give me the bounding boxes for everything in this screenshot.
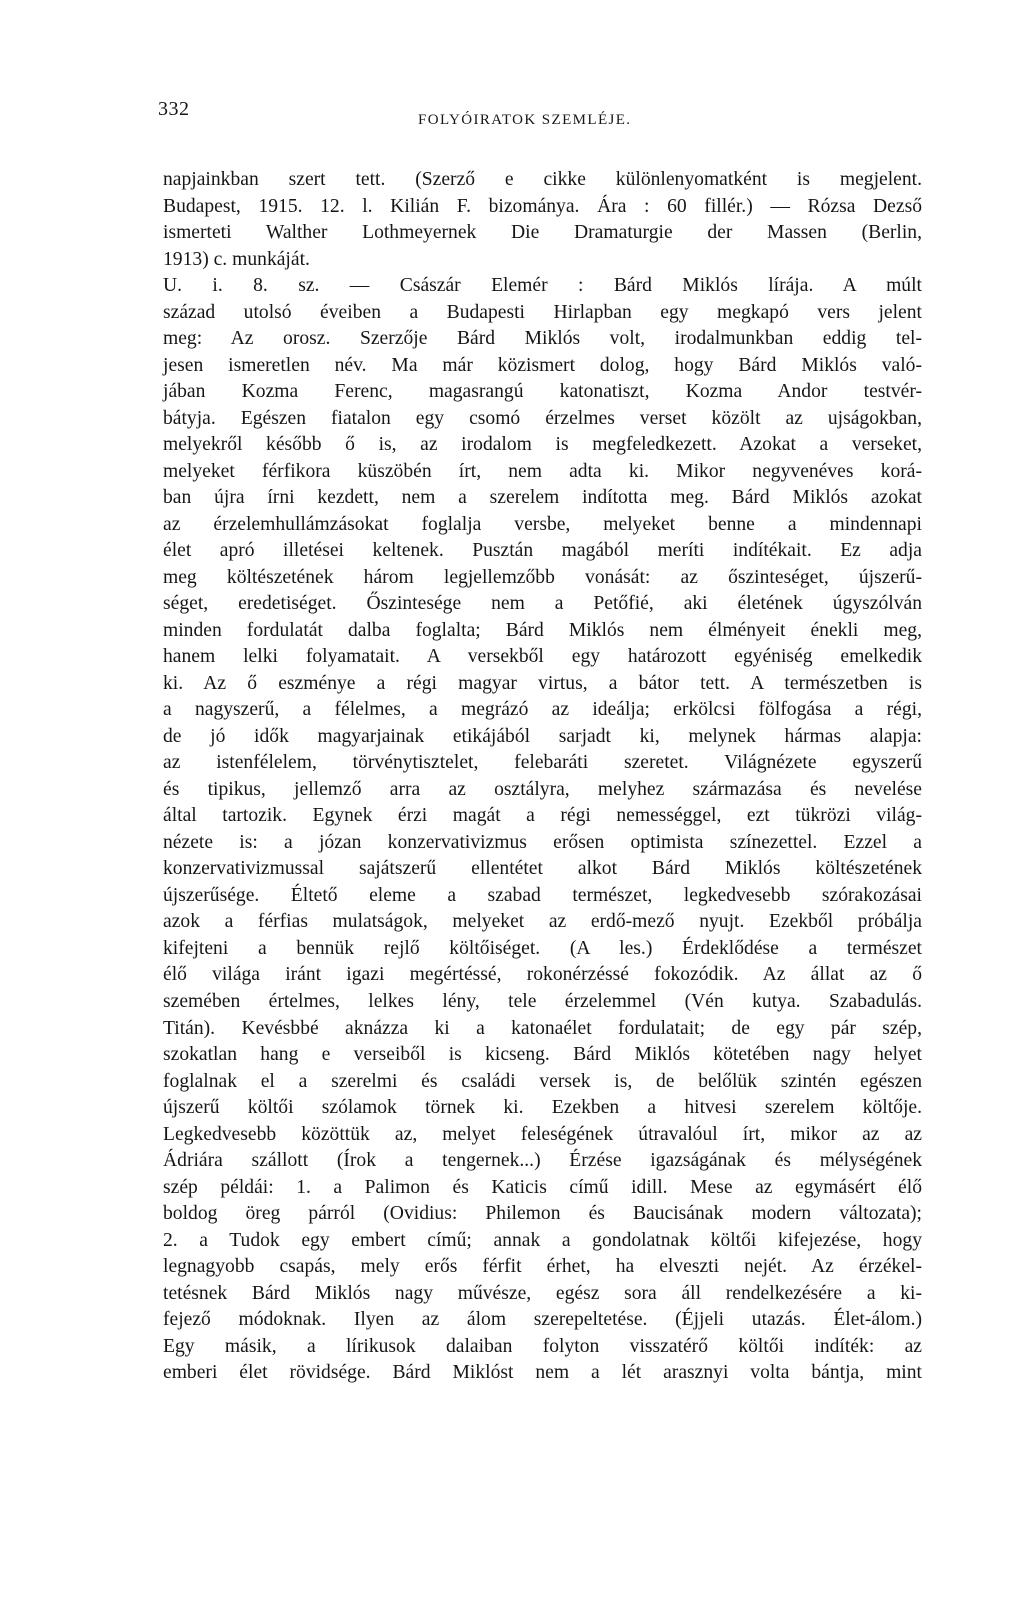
text-line: 1913) c. munkáját. [163,248,310,270]
text-line: által tartozik. Egynek érzi magát a régi nemességgel, ezt tükrözi világ- [163,805,922,827]
text-line: jában Kozma Ferenc, magasrangú katonatiszt, Kozma Andor testvér- [163,381,922,403]
text-line: tetésnek Bárd Miklós nagy művésze, egész sora áll rendelkezésére a ki- [163,1282,922,1304]
text-line: az érzelemhullámzásokat foglalja versbe, melyeket benne a mindennapi [163,513,922,535]
text-line: konzervativizmussal sajátszerű ellentétet alkot Bárd Miklós költészetének [163,858,922,880]
text-line: jesen ismeretlen név. Ma már közismert dolog, hogy Bárd Miklós való- [163,354,922,376]
text-line: Titán). Kevésbbé aknázza ki a katonaélet fordulatait; de egy pár szép, [163,1017,922,1039]
text-line: séget, eredetiséget. Őszintesége nem a Petőfié, aki életének úgyszólván [163,593,922,615]
text-line: ismerteti Walther Lothmeyernek Die Dramaturgie der Massen (Berlin, [163,222,922,244]
text-line: U. i. 8. sz. — Császár Elemér : Bárd Miklós lírája. A múlt [163,275,922,297]
text-line: 2. a Tudok egy embert című; annak a gondolatnak költői kifejezése, hogy [163,1229,922,1251]
text-line: ban újra írni kezdett, nem a szerelem indította meg. Bárd Miklós azokat [163,487,922,509]
text-line: legnagyobb csapás, mely erős férfit érhet, ha elveszti nejét. Az érzékel- [163,1256,922,1278]
text-line: boldog öreg párról (Ovidius: Philemon és Baucisának modern változata); [163,1203,922,1225]
text-line: újszerű költői szólamok törnek ki. Ezekben a hitvesi szerelem költője. [163,1097,922,1119]
text-line: fejező módoknak. Ilyen az álom szerepeltetése. (Éjjeli utazás. Élet-álom.) [163,1309,922,1331]
text-line: meg költészetének három legjellemzőbb vonását: az őszinteséget, újszerű- [163,566,922,588]
text-line: a nagyszerű, a félelmes, a megrázó az ideálja; erkölcsi fölfogása a régi, [163,699,922,721]
text-line: melyekről később ő is, az irodalom is megfeledkezett. Azokat a verseket, [163,434,922,456]
text-line: Legkedvesebb közöttük az, melyet feleségének útravalóul írt, mikor az az [163,1123,922,1145]
text-line: foglalnak el a szerelmi és családi versek is, de belőlük szintén egészen [163,1070,922,1092]
page-number: 332 [158,98,190,120]
body-text [163,167,922,1387]
text-line: azok a férfias mulatságok, melyeket az erdő-mező nyujt. Ezekből próbálja [163,911,922,933]
text-line: szemében értelmes, lelkes lény, tele érzelemmel (Vén kutya. Szabadulás. [163,990,922,1012]
text-line: és tipikus, jellemző arra az osztályra, melyhez származása és nevelése [163,778,922,800]
text-line: ki. Az ő eszménye a régi magyar virtus, a bátor tett. A természetben is [163,672,922,694]
text-line: élő világa iránt igazi megértéssé, rokonérzéssé fokozódik. Az állat az ő [163,964,922,986]
text-line: Budapest, 1915. 12. l. Kilián F. bizománya. Ára : 60 fillér.) — Rózsa Dezső [163,195,922,217]
text-line: szép példái: 1. a Palimon és Katicis című idill. Mese az egymásért élő [163,1176,922,1198]
text-line: kifejteni a bennük rejlő költőiséget. (A les.) Érdeklődése a természet [163,937,922,959]
text-line: meg: Az orosz. Szerzője Bárd Miklós volt, irodalmunkban eddig tel- [163,328,922,350]
text-line: Ádriára szállott (Írok a tengernek...) Érzése igazságának és mélységének [163,1150,922,1172]
text-line: élet apró illetései keltenek. Pusztán magából meríti indítékait. Ez adja [163,540,922,562]
text-line: Egy másik, a lírikusok dalaiban folyton visszatérő költői indíték: az [163,1335,922,1357]
text-line: nézete is: a józan konzervativizmus erősen optimista színezettel. Ezzel a [163,831,922,853]
text-line: újszerűsége. Éltető eleme a szabad természet, legkedvesebb szórakozásai [163,884,922,906]
text-line: minden fordulatát dalba foglalta; Bárd Miklós nem élményeit énekli meg, [163,619,922,641]
text-line: az istenfélelem, törvénytisztelet, felebaráti szeretet. Világnézete egyszerű [163,752,922,774]
text-line: napjainkban szert tett. (Szerző e cikke különlenyomatként is megjelent. [163,169,922,190]
running-title: FOLYÓIRATOK SZEMLÉJE. [418,112,632,128]
text-line: hanem lelki folyamatait. A versekből egy határozott egyéniség emelkedik [163,646,922,668]
text-line: melyeket férfikora küszöbén írt, nem adta ki. Mikor negyvenéves korá- [163,460,922,482]
text-line: szokatlan hang e verseiből is kicseng. Bárd Miklós kötetében nagy helyet [163,1044,922,1066]
text-line: század utolsó éveiben a Budapesti Hirlapban egy megkapó vers jelent [163,301,922,323]
text-line: emberi élet rövidsége. Bárd Miklóst nem a lét arasznyi volta bántja, mint [163,1362,922,1384]
text-line: bátyja. Egészen fiatalon egy csomó érzelmes verset közölt az ujságokban, [163,407,922,429]
text-line: de jó idők magyarjainak etikájából sarjadt ki, melynek hármas alapja: [163,725,922,747]
